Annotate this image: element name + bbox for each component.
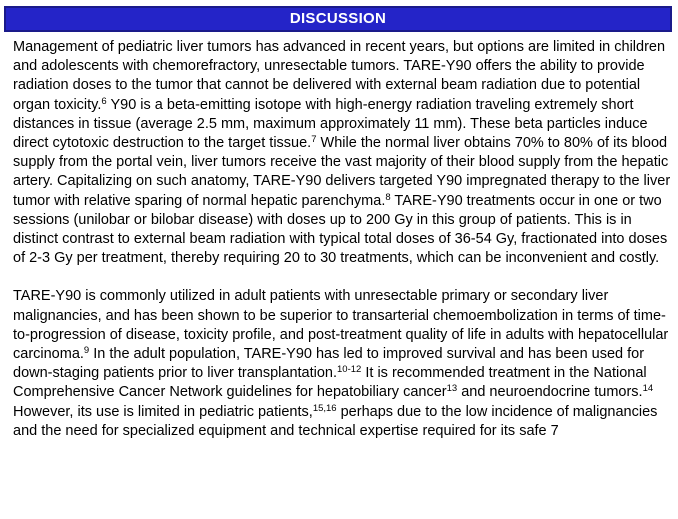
text-segment: Management of pediatric liver tumors has advanced in recent years, but options are limited in children and adolescents with chemorefractory, unresectable tumors. TARE-Y90 offers the ability to provide radiation doses to the tumor that cannot be delivered with external beam radiation due to potential organ toxicity. — [13, 39, 666, 113]
paragraph-2 — [13, 287, 671, 441]
article-body — [13, 38, 671, 441]
paragraph-1 — [13, 38, 671, 268]
citation-superscript: 13 — [446, 383, 458, 395]
section-header-discussion: DISCUSSION — [4, 6, 672, 32]
citation-superscript: 8 — [385, 191, 391, 203]
text-segment: It is recommended treatment in the National Comprehensive Cancer Network guidelines for hepatobiliary cancer — [13, 365, 647, 401]
text-segment: Y90 is a beta-emitting isotope with high-energy radiation traveling extremely short distances in tissue (average 2.5 mm, maximum approximately 11 mm). These beta particles induce direct cytotoxic destruction to the target tissue. — [13, 96, 648, 152]
text-segment: In the adult population, TARE-Y90 has led to improved survival and has been used for down-staging patients prior to liver transplantation. — [13, 346, 645, 382]
citation-superscript: 10-12 — [337, 364, 362, 376]
citation-superscript: 7 — [311, 134, 317, 146]
citation-superscript: 6 — [101, 95, 107, 107]
citation-superscript: 14 — [642, 383, 654, 395]
text-segment: and neuroendocrine tumors. — [457, 384, 643, 401]
text-segment: While the normal liver obtains 70% to 80% of its blood supply from the portal vein, liver tumors receive the vast majority of their blood supply from the hepatic artery. Capitalizing on such anatomy, TARE-Y90 delivers targeted Y90 impregnated therapy to the liver tumor with relative sparing of normal hepatic parenchyma. — [13, 135, 671, 209]
citation-superscript: 9 — [83, 345, 90, 357]
text-segment: perhaps due to the low incidence of malignancies and the need for specialized equipment and technical expertise required for its safe 7 — [13, 403, 658, 439]
text-segment: However, its use is limited in pediatric patients, — [13, 403, 313, 420]
text-segment: TARE-Y90 is commonly utilized in adult patients with unresectable primary or secondary liver malignancies, and has been shown to be superior to transarterial chemoembolization in terms of time-to-progression of disease, toxicity profile, and post-treatment quality of life in adults with hepatocellular carcinoma. — [13, 288, 669, 363]
text-segment: TARE-Y90 treatments occur in one or two sessions (unilobar or bilobar disease) with doses up to 200 Gy in this group of patients. This is in distinct contrast to external beam radiation with typical total doses of 36-54 Gy, fractionated into doses of 2-3 Gy per treatment, thereby requiring 20 to 30 treatments, which can be inconvenient and costly. — [13, 192, 668, 267]
citation-superscript: 15,16 — [312, 402, 337, 414]
